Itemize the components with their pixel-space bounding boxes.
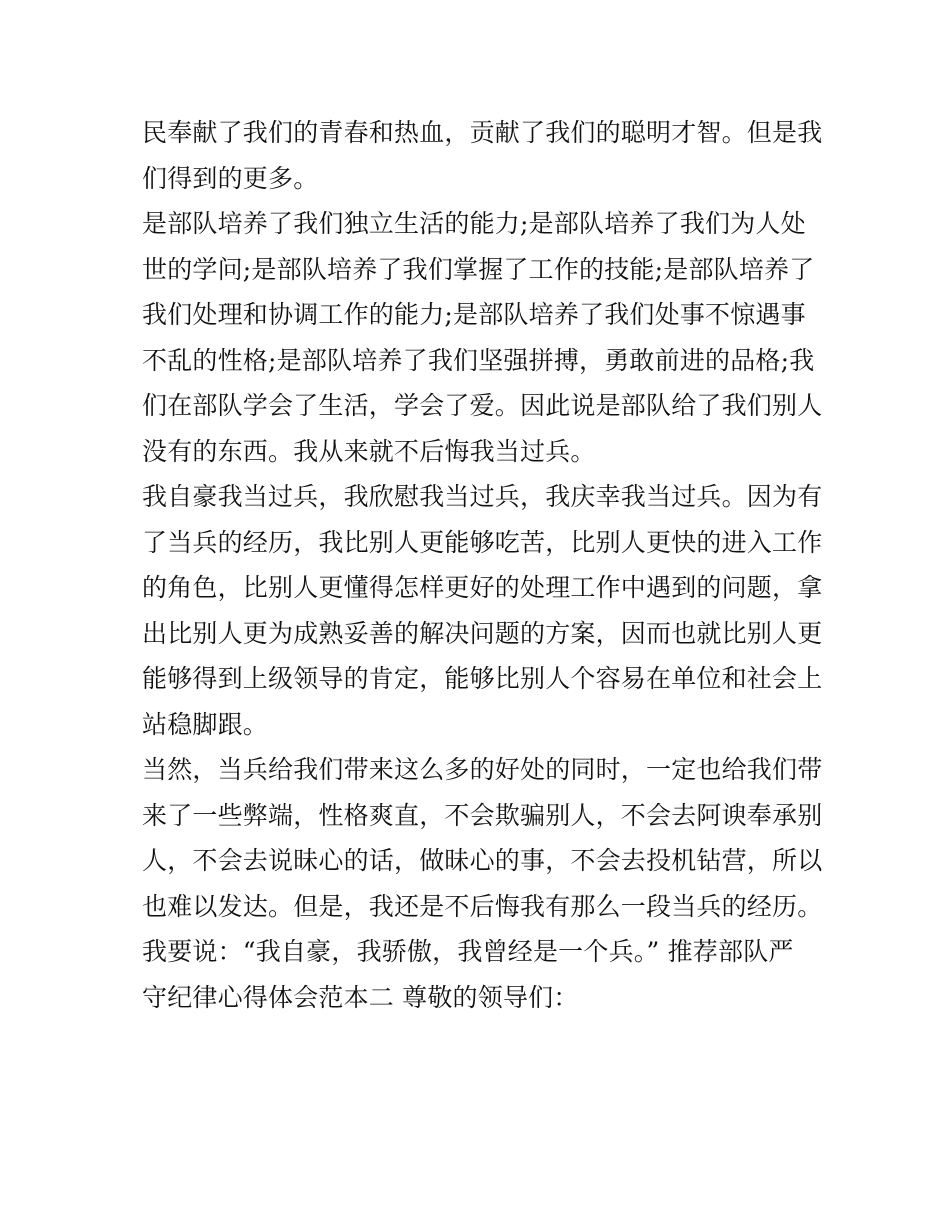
text-line: 出比别人更为成熟妥善的解决问题的方案，因而也就比别人更 [142, 618, 823, 648]
text-line: 当然，当兵给我们带来这么多的好处的同时，一定也给我们带 [142, 755, 823, 784]
text-line: 站稳脚跟。 [142, 709, 269, 739]
text-line: 我们处理和协调工作的能力;是部队培养了我们处事不惊遇事 [142, 300, 806, 329]
text-line: 们得到的更多。 [142, 163, 319, 193]
text-line: 我自豪我当过兵，我欣慰我当过兵，我庆幸我当过兵。因为有 [142, 482, 823, 511]
text-line: 是部队培养了我们独立生活的能力;是部队培养了我们为人处 [142, 209, 806, 238]
text-line: 也难以发达。但是，我还是不后悔我有那么一段当兵的经历。 [142, 891, 823, 921]
text-line: 不乱的性格;是部队培养了我们坚强拼搏，勇敢前进的品格;我 [142, 345, 815, 375]
text-line: 的角色，比别人更懂得怎样更好的处理工作中遇到的问题，拿 [142, 573, 823, 602]
body-text [142, 110, 822, 1020]
text-line: 人，不会去说昧心的话，做昧心的事，不会去投机钻营，所以 [142, 846, 823, 875]
text-line: 守纪律心得体会范本二 尊敬的领导们： [142, 982, 579, 1012]
text-line: 我要说：“我自豪，我骄傲，我曾经是一个兵。” 推荐部队严 [142, 937, 794, 966]
text-line: 能够得到上级领导的肯定，能够比别人个容易在单位和社会上 [142, 664, 823, 693]
text-line: 来了一些弊端，性格爽直，不会欺骗别人，不会去阿谀奉承别 [142, 800, 823, 830]
text-line: 了当兵的经历，我比别人更能够吃苦，比别人更快的进入工作 [142, 527, 823, 557]
text-line: 民奉献了我们的青春和热血，贡献了我们的聪明才智。但是我 [142, 118, 823, 147]
text-line: 们在部队学会了生活，学会了爱。因此说是部队给了我们别人 [142, 391, 823, 420]
text-line: 世的学问;是部队培养了我们掌握了工作的技能;是部队培养了 [142, 254, 815, 284]
text-line: 没有的东西。我从来就不后悔我当过兵。 [142, 436, 596, 466]
